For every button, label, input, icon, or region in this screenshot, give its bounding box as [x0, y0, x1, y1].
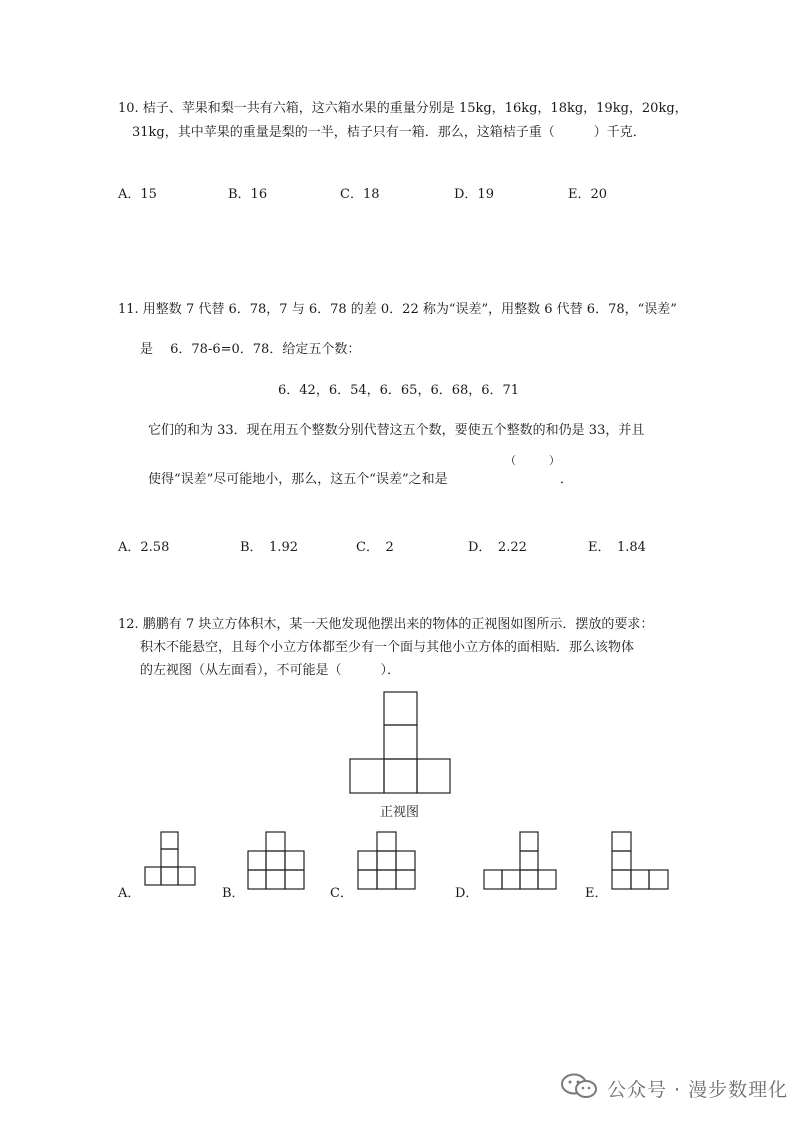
- q10-line1: 10. 桔子、苹果和梨一共有六箱，这六箱水果的重量分别是 15kg，16kg，18kg，19kg，20kg，: [118, 101, 688, 116]
- q11-option-d: D． 2.22: [468, 540, 527, 555]
- front-view-caption: 正视图: [380, 805, 420, 820]
- q10-option-e: E．20: [568, 187, 608, 202]
- q11-option-a: A．2.58: [118, 540, 170, 555]
- q11-line4: 使得“误差”尽可能地小，那么，这五个“误差”之和是: [148, 472, 448, 487]
- q11-answer-paren: （ ）: [505, 454, 560, 467]
- q12-option-c-figure: [356, 830, 418, 892]
- q10-option-c: C．18: [340, 187, 380, 202]
- q11-numbers: 6．42，6．54，6．65，6．68，6．71: [278, 383, 520, 398]
- q12-option-e-label: E．: [585, 886, 608, 901]
- q12-option-b-figure: [246, 830, 306, 892]
- q11-option-c: C． 2: [356, 540, 394, 555]
- q11-option-b: B． 1.92: [240, 540, 298, 555]
- front-view-figure: [346, 690, 452, 796]
- wechat-icon: [560, 1072, 600, 1100]
- front-view-cell: [384, 725, 417, 759]
- q10-line2: 31kg，其中苹果的重量是梨的一半，桔子只有一箱．那么，这箱桔子重（ ）千克．: [132, 125, 646, 140]
- q12-option-e-figure: [610, 830, 670, 892]
- q11-option-e: E． 1.84: [588, 540, 646, 555]
- q12-option-a-label: A．: [118, 886, 141, 901]
- front-view-cell: [384, 692, 417, 725]
- q12-option-d-figure: [482, 830, 558, 892]
- q12-line1: 12. 鹏鹏有 7 块立方体积木，某一天他发现他摆出来的物体的正视图如图所示．摆放的要求：: [118, 617, 654, 632]
- q10-option-b: B．16: [228, 187, 268, 202]
- q12-option-a-figure: [143, 830, 197, 888]
- q12-option-b-label: B．: [222, 886, 245, 901]
- q10-option-a: A．15: [118, 187, 157, 202]
- q12-option-d-label: D．: [455, 886, 479, 901]
- q11-line2: 是 6．78-6=0．78．给定五个数：: [140, 342, 361, 357]
- q10-option-d: D．19: [454, 187, 494, 202]
- front-view-cell: [350, 759, 384, 793]
- q11-period: ．: [560, 472, 574, 487]
- q11-line1: 11. 用整数 7 代替 6．78，7 与 6．78 的差 0．22 称为“误差”，用整数 6 代替 6．78，“误差”: [118, 302, 677, 317]
- front-view-cell: [384, 759, 417, 793]
- q12-line2: 积木不能悬空，且每个小立方体都至少有一个面与其他小立方体的面相贴．那么该物体: [140, 640, 635, 655]
- watermark-text: 公众号 · 漫步数理化: [607, 1079, 789, 1101]
- q11-line3: 它们的和为 33．现在用五个整数分别代替这五个数，要使五个整数的和仍是 33，并且: [148, 423, 645, 438]
- q12-line3: 的左视图（从左面看），不可能是（ ）．: [140, 663, 401, 678]
- q12-option-c-label: C．: [330, 886, 353, 901]
- front-view-cell: [417, 759, 450, 793]
